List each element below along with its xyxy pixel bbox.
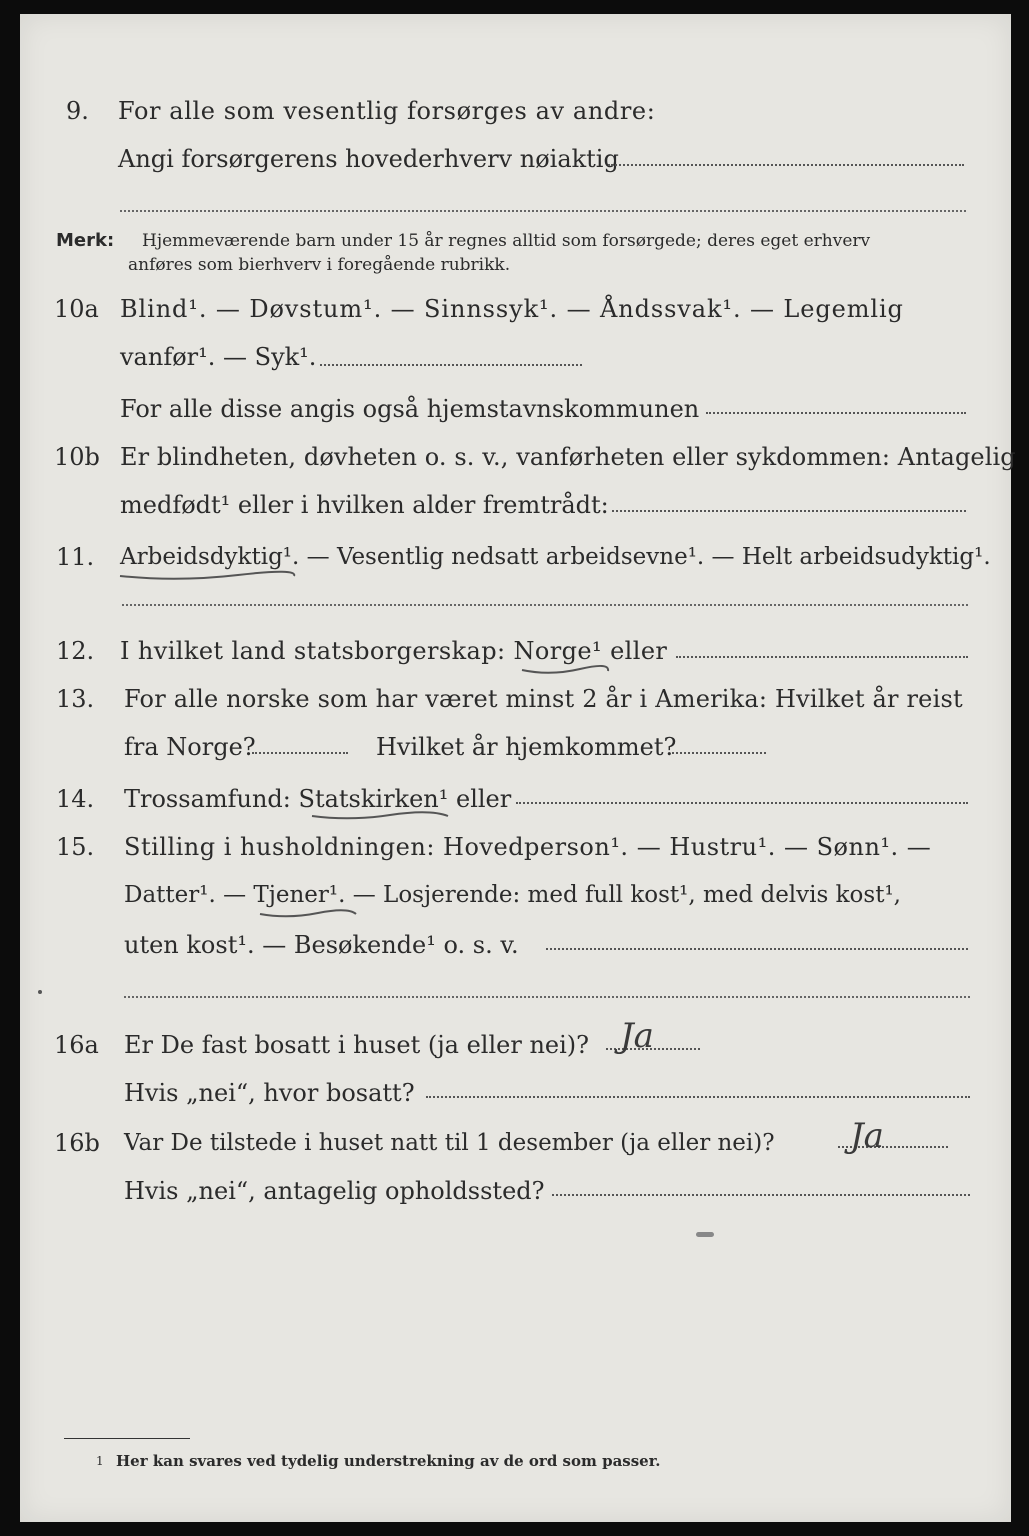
q10a-line3: For alle disse angis også hjemstavnskommunen bbox=[120, 395, 700, 423]
q10b-line2: medfødt¹ eller i hvilken alder fremtrådt: bbox=[120, 491, 609, 519]
q13-number: 13. bbox=[56, 685, 95, 713]
footnote-rule bbox=[64, 1438, 190, 1439]
q9-number: 9. bbox=[66, 97, 89, 125]
q13-line2b: Hvilket år hjemkommet? bbox=[376, 733, 677, 761]
q9-line1: For alle som vesentlig forsørges av andre: bbox=[118, 97, 656, 125]
q16a-handwritten-answer: Ja bbox=[620, 1016, 654, 1056]
q13-reist-line[interactable] bbox=[252, 752, 348, 754]
q10a-line1: Blind¹. — Døvstum¹. — Sinnssyk¹. — Åndssvak¹. — Legemlig bbox=[120, 295, 904, 323]
q15-extra-line[interactable] bbox=[124, 996, 970, 998]
q12-line1: I hvilket land statsborgerskap: Norge¹ eller bbox=[120, 637, 668, 665]
q10a-number: 10a bbox=[54, 295, 99, 323]
q13-line2a: fra Norge? bbox=[124, 733, 256, 761]
tjener-underline bbox=[258, 908, 358, 920]
q10b-number: 10b bbox=[54, 443, 100, 471]
norge-underline bbox=[520, 664, 610, 676]
q15-answer-line[interactable] bbox=[546, 948, 968, 950]
q15-line2: Datter¹. — Tjener¹. — Losjerende: med full kost¹, med delvis kost¹, bbox=[124, 882, 901, 908]
ink-spot bbox=[38, 990, 42, 994]
q15-line3: uten kost¹. — Besøkende¹ o. s. v. bbox=[124, 931, 519, 959]
q16a-number: 16a bbox=[54, 1031, 99, 1059]
q9-line2: Angi forsørgerens hovederhverv nøiaktig bbox=[118, 145, 619, 173]
q13-line1: For alle norske som har været minst 2 år i Amerika: Hvilket år reist bbox=[124, 685, 963, 713]
q10a-hjemstavn-line[interactable] bbox=[706, 412, 966, 414]
q9-answer-line[interactable] bbox=[608, 164, 964, 166]
q16b-number: 16b bbox=[54, 1129, 100, 1157]
q16a-line1: Er De fast bosatt i huset (ja eller nei)? bbox=[124, 1031, 590, 1059]
pencil-mark bbox=[696, 1232, 714, 1237]
q12-number: 12. bbox=[56, 637, 95, 665]
q16b-opholdssted-line[interactable] bbox=[552, 1194, 970, 1196]
q16a-line2: Hvis „nei“, hvor bosatt? bbox=[124, 1079, 415, 1107]
q13-hjemkommet-line[interactable] bbox=[672, 752, 766, 754]
q15-number: 15. bbox=[56, 833, 95, 861]
q15-line1: Stilling i husholdningen: Hovedperson¹. — Hustru¹. — Sønn¹. — bbox=[124, 833, 932, 861]
q16a-bosatt-line[interactable] bbox=[426, 1096, 970, 1098]
q14-line1: Trossamfund: Statskirken¹ eller bbox=[124, 785, 512, 813]
q12-answer-line[interactable] bbox=[676, 656, 968, 658]
footnote-mark: 1 bbox=[96, 1454, 104, 1468]
q16b-line1: Var De tilstede i huset natt til 1 desember (ja eller nei)? bbox=[124, 1130, 775, 1156]
footnote-text: Her kan svares ved tydelig understrekning av de ord som passer. bbox=[116, 1452, 661, 1470]
q9-extra-line[interactable] bbox=[120, 210, 966, 212]
q10b-answer-line[interactable] bbox=[612, 510, 966, 512]
statskirken-underline bbox=[310, 810, 450, 822]
q16b-line2: Hvis „nei“, antagelig opholdssted? bbox=[124, 1177, 545, 1205]
q16b-handwritten-answer: Ja bbox=[850, 1116, 884, 1156]
merk-line2: anføres som bierhverv i foregående rubrikk. bbox=[128, 255, 511, 275]
q11-line1: Arbeidsdyktig¹. — Vesentlig nedsatt arbeidsevne¹. — Helt arbeidsudyktig¹. bbox=[120, 544, 991, 570]
census-form-page bbox=[20, 14, 1016, 1522]
q14-number: 14. bbox=[56, 785, 95, 813]
q10a-answer-line[interactable] bbox=[320, 364, 582, 366]
q10a-line2: vanfør¹. — Syk¹. bbox=[120, 343, 317, 371]
merk-line1: Hjemmeværende barn under 15 år regnes alltid som forsørgede; deres eget erhverv bbox=[142, 231, 871, 251]
merk-label: Merk: bbox=[56, 230, 115, 251]
q11-extra-line[interactable] bbox=[122, 604, 968, 606]
q14-answer-line[interactable] bbox=[516, 802, 968, 804]
q11-number: 11. bbox=[56, 543, 95, 571]
q10b-line1: Er blindheten, døvheten o. s. v., vanførheten eller sykdommen: Antagelig bbox=[120, 443, 1016, 471]
arbeidsdyktig-underline bbox=[118, 570, 298, 582]
